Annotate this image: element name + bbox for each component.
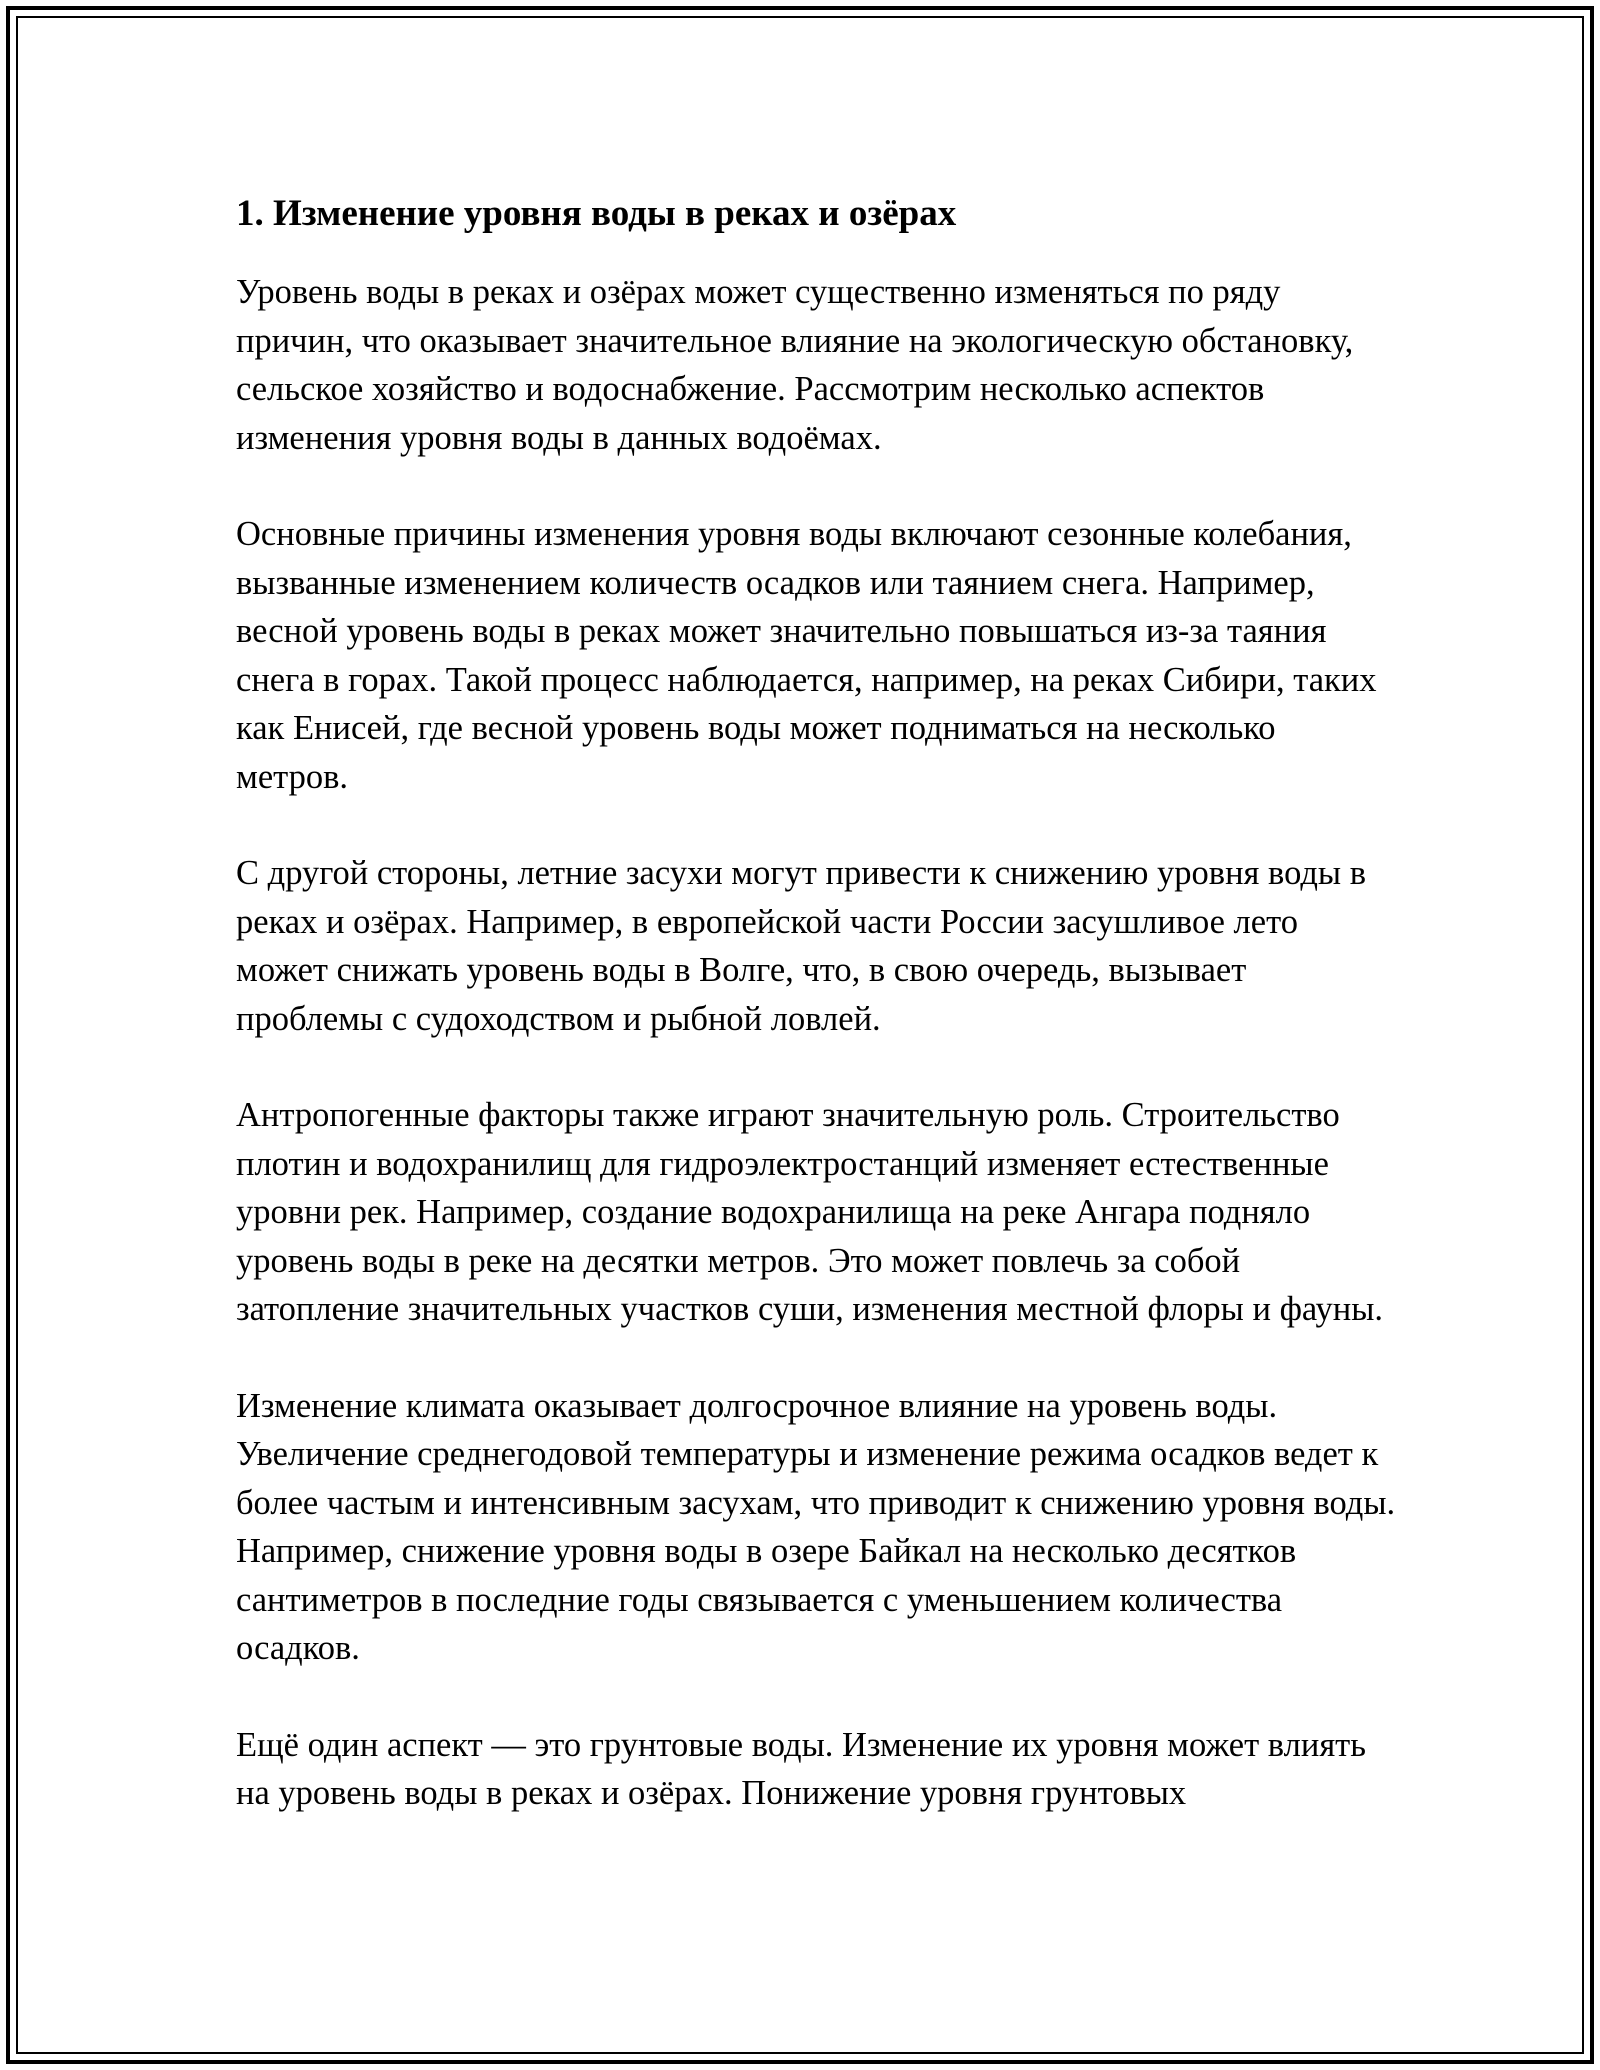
document-body — [236, 186, 1396, 1866]
paragraph-groundwater: Ещё один аспект — это грунтовые воды. Изменение их уровня может влиять на уровень воды в реках и озёрах. Понижение уровня грунтовых — [236, 1725, 1366, 1812]
paragraph-seasonal-causes: Основные причины изменения уровня воды включают сезонные колебания, вызванные изменением количеств осадков или таянием снега. Например, весной уровень воды в реках может значительно повышаться из-за таяния снега в горах. Такой процесс наблюдается, например, на реках Сибири, таких как Енисей, где весной уровень воды может подниматься на несколько метров. — [236, 515, 1377, 796]
paragraph-climate-change: Изменение климата оказывает долгосрочное влияние на уровень воды. Увеличение среднегодовой температуры и изменение режима осадков ведет к более частым и интенсивным засухам, что приводит к снижению уровня воды. Например, снижение уровня воды в озере Байкал на несколько десятков сантиметров в последние годы связывается с уменьшением количества осадков. — [236, 1386, 1396, 1667]
paragraph-anthropogenic-factors: Антропогенные факторы также играют значительную роль. Строительство плотин и водохранилищ для гидроэлектростанций изменяет естественные уровни рек. Например, создание водохранилища на реке Ангара подняло уровень воды в реке на десятки метров. Это может повлечь за собой затопление значительных участков суши, изменения местной флоры и фауны. — [236, 1096, 1384, 1328]
paragraph-intro: Уровень воды в реках и озёрах может существенно изменяться по ряду причин, что оказывает значительное влияние на экологическую обстановку, сельское хозяйство и водоснабжение. Рассмотрим несколько аспектов изменения уровня воды в данных водоёмах. — [236, 273, 1354, 457]
paragraph-summer-droughts: С другой стороны, летние засухи могут привести к снижению уровня воды в реках и озёрах. Например, в европейской части России засушливое лето может снижать уровень воды в Волге, что, в свою очередь, вызывает проблемы с судоходством и рыбной ловлей. — [236, 854, 1366, 1038]
section-heading: 1. Изменение уровня воды в реках и озёрах — [236, 193, 957, 234]
